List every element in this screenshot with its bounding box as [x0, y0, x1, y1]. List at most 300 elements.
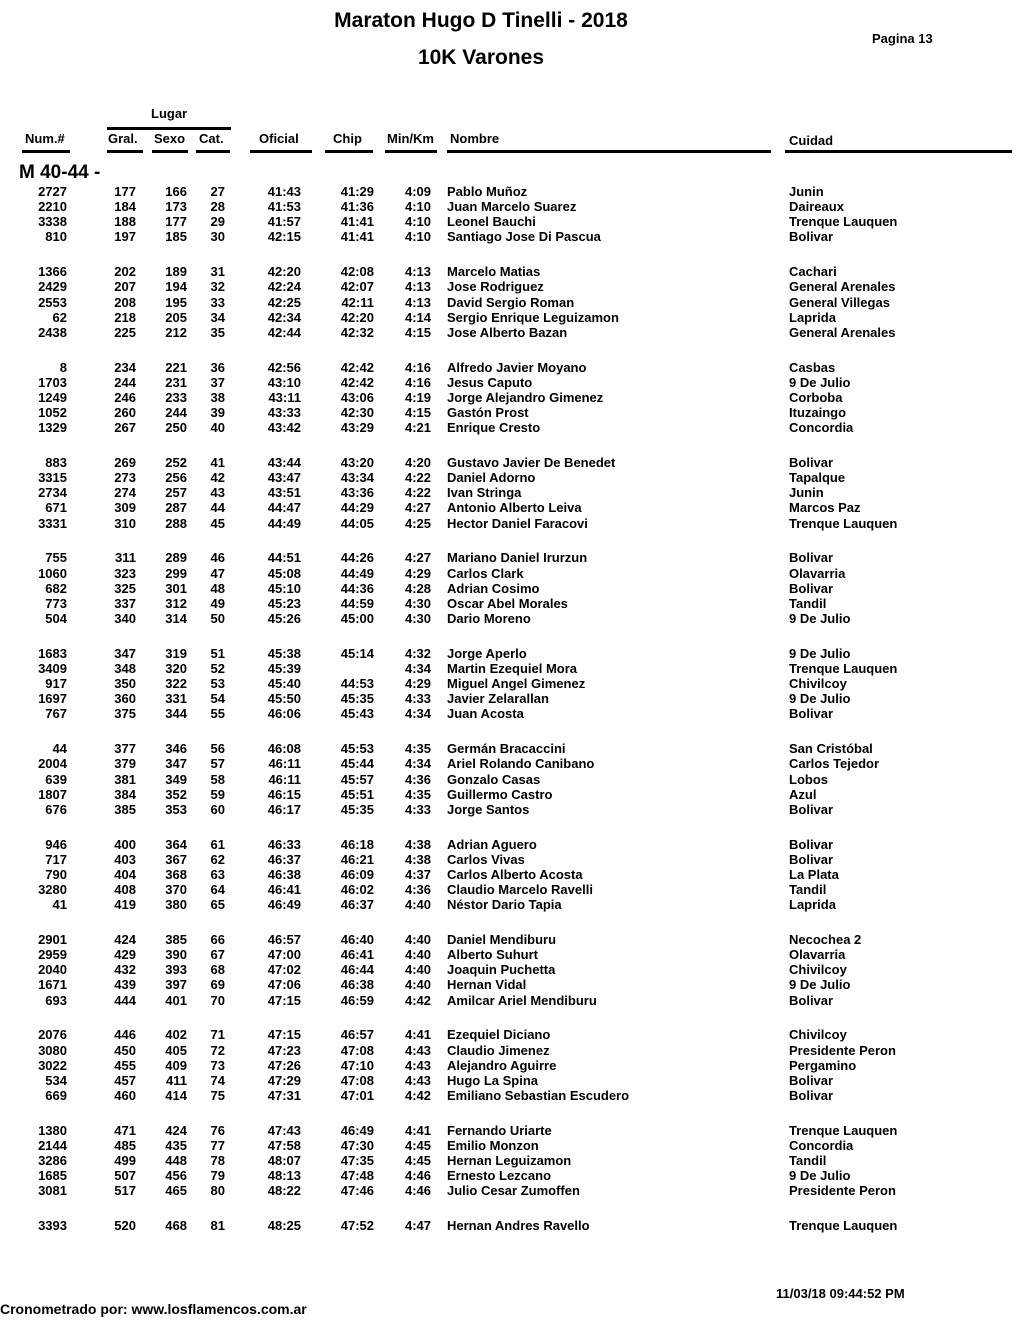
place-overall: 429	[114, 947, 136, 963]
pace: 4:27	[404, 500, 431, 516]
table-row	[0, 1218, 1024, 1233]
place-gender: 401	[165, 992, 187, 1008]
bib-number: 3022	[38, 1057, 67, 1073]
chip-time: 44:59	[340, 595, 374, 611]
runner-city: Bolivar	[789, 851, 834, 867]
place-category: 49	[210, 595, 225, 611]
place-gender: 465	[165, 1183, 187, 1199]
chip-time: 44:05	[340, 515, 374, 531]
table-row	[0, 390, 1024, 405]
chip-time: 47:30	[340, 1138, 374, 1153]
place-overall: 274	[114, 485, 136, 501]
place-category: 33	[210, 294, 225, 310]
runner-name: Pablo Muñoz	[447, 184, 528, 199]
place-overall: 347	[114, 645, 136, 661]
place-gender: 244	[165, 405, 187, 421]
place-overall: 360	[114, 691, 136, 707]
chip-time: 45:44	[340, 756, 374, 772]
official-time: 45:40	[267, 676, 301, 692]
pace: 4:27	[404, 550, 431, 566]
bib-number: 676	[45, 801, 67, 817]
runner-city: Lobos	[789, 771, 828, 787]
chip-time: 47:52	[340, 1218, 374, 1234]
header-underline	[22, 150, 70, 153]
place-gender: 397	[165, 977, 187, 993]
bib-number: 682	[45, 580, 67, 596]
table-row	[0, 199, 1024, 214]
place-category: 32	[210, 279, 225, 295]
table-row	[0, 596, 1024, 611]
runner-name: Gastón Prost	[447, 405, 529, 421]
place-gender: 385	[165, 932, 187, 948]
runner-city: Marcos Paz	[789, 500, 861, 516]
place-gender: 189	[165, 264, 187, 280]
place-gender: 288	[165, 515, 187, 531]
chip-time: 46:41	[340, 947, 374, 963]
official-time: 46:08	[267, 741, 301, 757]
place-overall: 208	[114, 294, 136, 310]
place-gender: 370	[165, 882, 187, 898]
chip-time: 44:26	[340, 550, 374, 566]
chip-time: 45:14	[340, 645, 374, 661]
place-category: 35	[210, 324, 225, 340]
pace: 4:15	[404, 324, 431, 340]
place-overall: 379	[114, 756, 136, 772]
runner-name: Ezequiel Diciano	[447, 1027, 551, 1043]
place-overall: 197	[114, 229, 136, 245]
place-category: 72	[210, 1042, 225, 1058]
bib-number: 917	[45, 676, 67, 692]
place-gender: 347	[165, 756, 187, 772]
official-time: 47:02	[267, 962, 301, 978]
chip-time: 46:40	[340, 932, 374, 948]
pace: 4:22	[404, 485, 431, 501]
table-row	[0, 867, 1024, 882]
header-underline	[447, 150, 771, 153]
runner-name: Carlos Clark	[447, 565, 524, 581]
runner-city: 9 De Julio	[789, 977, 851, 993]
table-row	[0, 420, 1024, 435]
pace: 4:30	[404, 595, 431, 611]
place-gender: 195	[165, 294, 187, 310]
chip-time: 41:29	[340, 184, 374, 199]
header-underline	[107, 127, 231, 130]
place-overall: 455	[114, 1057, 136, 1073]
place-overall: 273	[114, 470, 136, 486]
place-category: 58	[210, 771, 225, 787]
place-category: 48	[210, 580, 225, 596]
runner-name: Marcelo Matias	[447, 264, 541, 280]
pace: 4:35	[404, 741, 431, 757]
runner-name: Joaquin Puchetta	[447, 962, 556, 978]
place-category: 78	[210, 1153, 225, 1169]
pace: 4:10	[404, 199, 431, 215]
place-overall: 340	[114, 610, 136, 626]
pace: 4:14	[404, 309, 431, 325]
bib-number: 504	[45, 610, 67, 626]
runner-city: Azul	[789, 786, 817, 802]
runner-city: Corboba	[789, 389, 843, 405]
place-category: 36	[210, 359, 225, 375]
place-category: 30	[210, 229, 225, 245]
official-time: 47:23	[267, 1042, 301, 1058]
bib-number: 767	[45, 706, 67, 722]
pace: 4:13	[404, 279, 431, 295]
runner-city: Bolivar	[789, 1072, 834, 1088]
runner-city: Chivilcoy	[789, 962, 847, 978]
runner-name: Néstor Dario Tapia	[447, 897, 562, 913]
runner-city: Casbas	[789, 359, 836, 375]
table-row	[0, 772, 1024, 787]
official-time: 42:20	[267, 264, 301, 280]
bib-number: 3338	[38, 214, 67, 230]
official-time: 47:06	[267, 977, 301, 993]
place-category: 45	[210, 515, 225, 531]
bib-number: 44	[52, 741, 67, 757]
place-gender: 221	[165, 359, 187, 375]
official-time: 46:11	[268, 756, 301, 772]
place-gender: 424	[165, 1122, 187, 1138]
place-gender: 173	[165, 199, 187, 215]
official-time: 46:37	[267, 851, 301, 867]
header-underline	[250, 150, 312, 153]
table-row	[0, 611, 1024, 626]
bib-number: 41	[52, 897, 67, 913]
runner-name: Adrian Cosimo	[447, 580, 540, 596]
bib-number: 717	[45, 851, 67, 867]
place-category: 62	[210, 851, 225, 867]
place-category: 70	[210, 992, 225, 1008]
bib-number: 639	[45, 771, 67, 787]
runner-city: Trenque Lauquen	[789, 1122, 898, 1138]
table-row	[0, 1058, 1024, 1073]
runner-city: Ituzaingo	[789, 405, 847, 421]
place-gender: 177	[165, 214, 187, 230]
pace: 4:32	[404, 645, 431, 661]
table-row	[0, 1168, 1024, 1183]
bib-number: 693	[45, 992, 67, 1008]
runner-name: Enrique Cresto	[447, 420, 541, 436]
official-time: 48:13	[267, 1168, 301, 1184]
runner-city: Trenque Lauquen	[789, 214, 898, 230]
official-time: 46:11	[268, 771, 301, 787]
chip-time: 42:08	[340, 264, 374, 280]
header-underline	[385, 150, 437, 153]
place-overall: 384	[114, 786, 136, 802]
place-category: 51	[210, 645, 225, 661]
runner-name: Adrian Aguero	[447, 836, 537, 852]
runner-name: Carlos Alberto Acosta	[447, 866, 583, 882]
runner-name: Ivan Stringa	[447, 485, 522, 501]
table-row	[0, 706, 1024, 721]
runner-name: Oscar Abel Morales	[447, 595, 568, 611]
table-row	[0, 932, 1024, 947]
pace: 4:37	[404, 866, 431, 882]
place-overall: 207	[114, 279, 136, 295]
runner-name: Jose Alberto Bazan	[447, 324, 568, 340]
official-time: 42:34	[267, 309, 301, 325]
place-gender: 233	[165, 389, 187, 405]
runner-name: Gustavo Javier De Benedet	[447, 455, 616, 471]
place-gender: 301	[165, 580, 187, 596]
chip-time: 41:36	[340, 199, 374, 215]
runner-city: Bolivar	[789, 801, 834, 817]
place-gender: 352	[165, 786, 187, 802]
pace: 4:43	[404, 1057, 431, 1073]
official-time: 48:07	[267, 1153, 301, 1169]
runner-city: Laprida	[789, 897, 836, 913]
place-category: 77	[210, 1138, 225, 1153]
bib-number: 671	[45, 500, 67, 516]
place-category: 66	[210, 932, 225, 948]
pace: 4:43	[404, 1042, 431, 1058]
chip-time: 42:07	[340, 279, 374, 295]
place-category: 37	[210, 374, 225, 390]
place-overall: 499	[114, 1153, 136, 1169]
place-category: 42	[210, 470, 225, 486]
place-category: 43	[210, 485, 225, 501]
pace: 4:38	[404, 851, 431, 867]
place-gender: 468	[165, 1218, 187, 1234]
bib-number: 3331	[38, 515, 67, 531]
place-category: 75	[210, 1087, 225, 1103]
place-category: 63	[210, 866, 225, 882]
runner-name: Daniel Mendiburu	[447, 932, 557, 948]
table-row	[0, 882, 1024, 897]
table-row	[0, 1027, 1024, 1042]
bib-number: 3081	[38, 1183, 67, 1199]
place-overall: 309	[114, 500, 136, 516]
runner-city: Junin	[789, 184, 824, 199]
place-category: 56	[210, 741, 225, 757]
place-gender: 257	[165, 485, 187, 501]
bib-number: 2553	[38, 294, 67, 310]
chip-time: 46:59	[340, 992, 374, 1008]
official-time: 43:42	[267, 420, 301, 436]
bib-number: 1683	[38, 645, 67, 661]
pace: 4:30	[404, 610, 431, 626]
pace: 4:46	[404, 1168, 431, 1184]
official-time: 45:50	[267, 691, 301, 707]
runner-name: Germán Bracaccini	[447, 741, 566, 757]
place-category: 31	[210, 264, 225, 280]
pace: 4:45	[404, 1153, 431, 1169]
table-row	[0, 661, 1024, 676]
bib-number: 2959	[38, 947, 67, 963]
official-time: 43:10	[267, 374, 301, 390]
runner-name: Carlos Vivas	[447, 851, 525, 867]
runner-city: Concordia	[789, 1138, 854, 1153]
page-subtitle: 10K Varones	[417, 46, 545, 69]
place-category: 53	[210, 676, 225, 692]
place-gender: 435	[165, 1138, 187, 1153]
official-time: 45:39	[267, 661, 301, 676]
table-row	[0, 1088, 1024, 1103]
place-gender: 287	[165, 500, 187, 516]
place-category: 28	[210, 199, 225, 215]
pace: 4:28	[404, 580, 431, 596]
runner-name: Martin Ezequiel Mora	[447, 661, 578, 676]
pace: 4:41	[404, 1027, 431, 1043]
place-gender: 314	[165, 610, 187, 626]
official-time: 47:43	[267, 1122, 301, 1138]
official-time: 45:08	[267, 565, 301, 581]
chip-time: 41:41	[340, 229, 374, 245]
runner-name: Emilio Monzon	[447, 1138, 539, 1153]
place-category: 41	[210, 455, 225, 471]
place-overall: 177	[114, 184, 136, 199]
place-category: 80	[210, 1183, 225, 1199]
place-category: 44	[210, 500, 225, 516]
runner-name: Juan Acosta	[447, 706, 524, 722]
runner-city: Cachari	[789, 264, 837, 280]
col-header-sexo: Sexo	[154, 131, 186, 146]
runner-name: Claudio Marcelo Ravelli	[447, 882, 593, 898]
chip-time: 42:42	[340, 374, 374, 390]
official-time: 42:25	[267, 294, 301, 310]
table-row	[0, 741, 1024, 756]
chip-time: 47:01	[340, 1087, 374, 1103]
place-gender: 312	[165, 595, 187, 611]
place-overall: 202	[114, 264, 136, 280]
chip-time: 43:36	[340, 485, 374, 501]
bib-number: 1807	[38, 786, 67, 802]
bib-number: 2727	[38, 184, 67, 199]
runner-name: Hernan Andres Ravello	[447, 1218, 590, 1234]
place-overall: 246	[114, 389, 136, 405]
place-category: 40	[210, 420, 225, 436]
table-row	[0, 802, 1024, 817]
runner-city: Tapalque	[789, 470, 846, 486]
runner-city: 9 De Julio	[789, 374, 851, 390]
place-overall: 457	[114, 1072, 136, 1088]
header-underline	[325, 150, 373, 153]
place-overall: 419	[114, 897, 136, 913]
chip-time: 42:32	[340, 324, 374, 340]
lugar-group-header: Lugar	[151, 106, 188, 121]
place-gender: 346	[165, 741, 187, 757]
chip-time: 42:42	[340, 359, 374, 375]
runner-name: Alfredo Javier Moyano	[447, 359, 587, 375]
bib-number: 2734	[38, 485, 67, 501]
table-row	[0, 295, 1024, 310]
runner-city: Necochea 2	[789, 932, 862, 948]
runner-city: Tandil	[789, 1153, 827, 1169]
table-row	[0, 566, 1024, 581]
chip-time: 45:35	[340, 691, 374, 707]
place-overall: 310	[114, 515, 136, 531]
official-time: 48:25	[267, 1218, 301, 1234]
col-header-gral: Gral.	[108, 131, 138, 146]
table-row	[0, 977, 1024, 992]
runner-city: General Villegas	[789, 294, 890, 310]
place-gender: 289	[165, 550, 187, 566]
pace: 4:34	[404, 706, 431, 722]
official-time: 47:15	[267, 1027, 301, 1043]
chip-time: 47:08	[340, 1042, 374, 1058]
official-time: 47:15	[267, 992, 301, 1008]
place-category: 57	[210, 756, 225, 772]
table-row	[0, 1073, 1024, 1088]
place-gender: 390	[165, 947, 187, 963]
place-overall: 381	[114, 771, 136, 787]
runner-name: Javier Zelarallan	[447, 691, 549, 707]
place-category: 38	[210, 389, 225, 405]
place-category: 64	[210, 882, 225, 898]
runner-city: Carlos Tejedor	[789, 756, 880, 772]
place-overall: 350	[114, 676, 136, 692]
table-row	[0, 360, 1024, 375]
pace: 4:10	[404, 229, 431, 245]
runner-city: Bolivar	[789, 455, 834, 471]
chip-time: 45:57	[340, 771, 374, 787]
runner-name: Fernando Uriarte	[447, 1122, 552, 1138]
pace: 4:47	[404, 1218, 431, 1234]
runner-name: Hector Daniel Faracovi	[447, 515, 588, 531]
col-header-oficial: Oficial	[259, 131, 299, 146]
place-overall: 446	[114, 1027, 136, 1043]
place-overall: 439	[114, 977, 136, 993]
col-header-minkm: Min/Km	[387, 131, 434, 146]
official-time: 41:53	[267, 199, 301, 215]
place-gender: 380	[165, 897, 187, 913]
place-overall: 260	[114, 405, 136, 421]
pace: 4:25	[404, 515, 431, 531]
bib-number: 3286	[38, 1153, 67, 1169]
runner-city: General Arenales	[789, 324, 896, 340]
bib-number: 3280	[38, 882, 67, 898]
pace: 4:34	[404, 756, 431, 772]
pace: 4:38	[404, 836, 431, 852]
runner-name: Hugo La Spina	[447, 1072, 538, 1088]
table-row	[0, 184, 1024, 199]
bib-number: 1697	[38, 691, 67, 707]
official-time: 46:15	[267, 786, 301, 802]
official-time: 47:00	[267, 947, 301, 963]
runner-city: General Arenales	[789, 279, 896, 295]
table-row	[0, 550, 1024, 565]
table-row	[0, 691, 1024, 706]
place-overall: 520	[114, 1218, 136, 1234]
table-row	[0, 229, 1024, 244]
chip-time: 47:46	[340, 1183, 374, 1199]
runner-city: Bolivar	[789, 836, 834, 852]
bib-number: 1703	[38, 374, 67, 390]
bib-number: 2210	[38, 199, 67, 215]
pace: 4:40	[404, 947, 431, 963]
place-category: 59	[210, 786, 225, 802]
pace: 4:29	[404, 565, 431, 581]
runner-city: Trenque Lauquen	[789, 1218, 898, 1234]
place-category: 34	[210, 309, 225, 325]
official-time: 41:57	[267, 214, 301, 230]
runner-name: Alberto Suhurt	[447, 947, 538, 963]
pace: 4:36	[404, 771, 431, 787]
runner-name: Guillermo Castro	[447, 786, 553, 802]
official-time: 42:44	[267, 324, 301, 340]
runner-city: Presidente Peron	[789, 1042, 896, 1058]
bib-number: 2901	[38, 932, 67, 948]
official-time: 48:22	[267, 1183, 301, 1199]
table-row	[0, 516, 1024, 531]
place-overall: 408	[114, 882, 136, 898]
runner-city: Bolivar	[789, 550, 834, 566]
chip-time: 47:35	[340, 1153, 374, 1169]
table-row	[0, 214, 1024, 229]
runner-name: Jorge Aperlo	[447, 645, 527, 661]
place-overall: 267	[114, 420, 136, 436]
chip-time: 45:43	[340, 706, 374, 722]
